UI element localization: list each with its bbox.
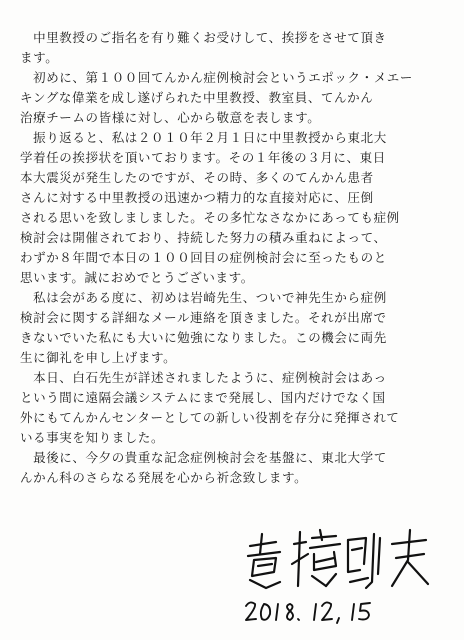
letter-line: 思います。誠におめでとうございます。 [20,270,254,285]
letter-line: 中里教授のご指名を有り難くお受けして、挨拶をさせて頂き [20,30,387,45]
letter-line: 検討会は開催されており、持続した努力の積み重ねによって、 [20,230,387,245]
letter-line: 私は会がある度に、初めは岩崎先生、ついで神先生から症例 [20,290,387,305]
letter-line: 振り返ると、私は２０１０年２月１日に中里教授から東北大 [20,130,387,145]
letter-line: んかん科のさらなる発展を心から祈念致します。 [20,470,308,485]
letter-line: わずか８年間で本日の１００回目の症例検討会に至ったものと [20,250,387,265]
letter-line: 本大震災が発生したのですが、その時、多くのてんかん患者 [20,170,374,185]
letter-line: 最後に、今夕の貴重な記念症例検討会を基盤に、東北大学て [20,450,387,465]
letter-line: 外にもてんかんセンターとしての新しい役割を存分に発揮されて [20,410,400,425]
signature-drawing [236,524,436,594]
letter-line: きないでいた私にも大いに勉強になりました。この機会に両先 [20,330,387,345]
letter-line: さんに対する中里教授の迅速かつ精力的な直接対応に、圧倒 [20,190,374,205]
letter-line: キングな偉業を成し遂げられた中里教授、教室員、てんかん [20,90,374,105]
letter-line: される思いを致しましました。その多忙なさなかにあっても症例 [20,210,400,225]
letter-line: ます。 [20,50,59,65]
letter-line: 学着任の挨拶状を頂いております。その１年後の３月に、東日 [20,150,386,165]
letter-line: 初めに、第１００回てんかん症例検討会というエポック・メエー [20,70,414,85]
letter-line: 本日、白石先生が詳述されましたように、症例検討会はあっ [20,370,387,385]
letter-line: 治療チームの皆様に対し、心から敬意を表します。 [20,110,321,125]
letter-body [20,28,452,488]
handwritten-date [240,596,400,626]
letter-line: という間に遠隔会議システムにまで発展し、国内だけでなく国 [20,390,386,405]
handwritten-signature [236,524,436,594]
letter-line: 生に御礼を申し上げます。 [20,350,177,365]
letter-line: 検討会に関する詳細なメール連絡を頂きました。それが出席で [20,310,387,325]
letter-line: いる事実を知りました。 [20,430,165,445]
